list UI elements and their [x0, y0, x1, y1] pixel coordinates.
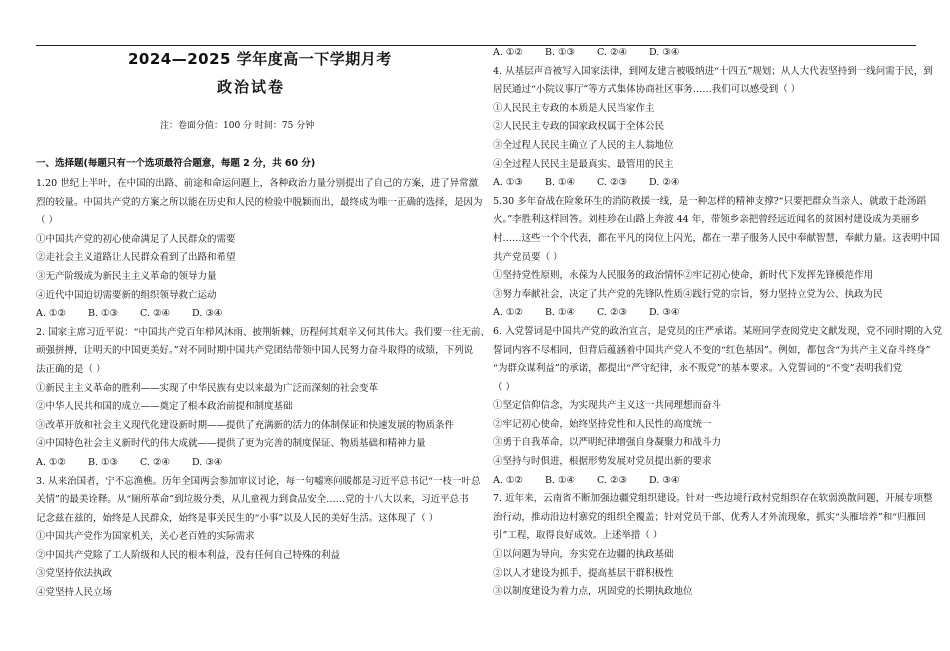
option-d[interactable]: D. ③④ — [192, 456, 223, 468]
exam-title: 2024—2025 学年度高一下学期月考 — [128, 50, 392, 68]
q1-item: ④近代中国迫切需要新的组织领导救亡运动 — [36, 289, 217, 301]
option-a[interactable]: A. ①② — [36, 308, 66, 320]
q1-line: 烈的较量。中国共产党的方案之所以能在历史和人民的检验中脱颖而出，最终成为唯一正确的选择，是因为 — [36, 196, 483, 208]
q3-options — [493, 44, 942, 63]
exam-note: 注：卷面分值：100 分 时间：75 分钟 — [160, 121, 315, 131]
option-b[interactable]: B. ①③ — [88, 456, 119, 468]
option-b[interactable]: B. ①④ — [545, 474, 576, 486]
q3-item: ④党坚持人民立场 — [36, 587, 113, 599]
q5-line: 共产党员要（ ） — [493, 251, 563, 263]
exam-subject: 政治试卷 — [217, 78, 286, 96]
q7-line: 7. 近年来，云南省不断加强边疆党组织建设。针对一些边境行政村党组织存在软弱涣散问题，开展专项整 — [493, 493, 933, 505]
q1-item: ①中国共产党的初心使命满足了人民群众的需要 — [36, 233, 236, 245]
option-c[interactable]: C. ②④ — [140, 308, 171, 320]
q3-line: 3. 从来治国者，宁不忘渔樵。历年全国两会参加审议讨论，每一句嘘寒问暖都是习近平总书记“一枝一叶总 — [36, 475, 481, 487]
q3-item: ②中国共产党除了工人阶级和人民的根本利益，没有任何自己特殊的利益 — [36, 549, 341, 561]
option-a[interactable]: A. ①③ — [493, 177, 523, 189]
q4-item: ②人民民主专政的国家政权属于全体公民 — [493, 121, 665, 133]
q2-line: 2. 国家主席习近平说：“中国共产党百年栉风沐雨、披荆斩棘，历程何其艰辛又何其伟大。我们要一往无前、 — [36, 326, 490, 338]
option-b[interactable]: B. ①④ — [545, 307, 576, 319]
option-c[interactable]: C. ②③ — [597, 307, 628, 319]
option-d[interactable]: D. ③④ — [192, 308, 223, 320]
q5-line: 村……这些一个个代表，都在平凡的岗位上闪光，都在一辈子服务人民中奉献智慧，奉献力量。这表明中国 — [493, 232, 940, 244]
q3-line: 记念兹在兹的，始终是人民群众，始终是事关民生的“小事”以及人民的美好生活。这体现了（ ） — [36, 512, 439, 524]
option-a[interactable]: A. ①② — [493, 307, 523, 319]
q3-item: ①中国共产党作为国家机关，关心老百姓的实际需求 — [36, 531, 255, 543]
q1-item: ②走社会主义道路让人民群众看到了出路和希望 — [36, 252, 236, 264]
option-c[interactable]: C. ②④ — [140, 456, 171, 468]
q6-line: 誓词内容不尽相同，但背后蕴涵着中国共产党人不变的“红色基因”。例如，都包含“为共产主义奋斗终身” — [493, 344, 931, 356]
q1-line: 1.20 世纪上半叶，在中国的出路、前途和命运问题上，各种政治力量分别提出了自己的方案，进了异常激 — [36, 178, 479, 189]
q6-item: ②牢记初心使命，始终坚持党性和人民性的高度统一 — [493, 418, 712, 430]
option-a[interactable]: A. ①② — [36, 456, 66, 468]
q3-line: 关情”的最美诠释。从“厕所革命”到垃圾分类，从儿童视力到食品安全……党的十八大以来，习近平总书 — [36, 494, 469, 506]
option-d[interactable]: D. ③④ — [649, 307, 680, 319]
q4-line: 4. 从基层声音被写入国家法律，到网友建言被吸纳进“十四五”规划；从人大代表坚持到一线问需于民，到 — [493, 65, 933, 77]
q4-item: ③全过程人民民主确立了人民的主人翁地位 — [493, 139, 674, 151]
q7-line: 治行动，推动沿边村寨党的组织全覆盖；针对党员干部、优秀人才外流现象，抓实“头雁培养”和“归雁回 — [493, 511, 926, 523]
q5-line: 火。”李胜利这样回答。刘桂珍在山路上奔波 44 年，带领乡亲把曾经远近闻名的贫困村建设成为美丽乡 — [493, 214, 920, 226]
q6-options — [493, 472, 942, 491]
q4-line: 居民通过“小院议事厅”等方式集体协商社区事务……我们可以感受到（ ） — [493, 84, 801, 96]
q1-line: （ ） — [36, 215, 59, 227]
q5-item: ①坚持党性原则，永葆为人民服务的政治情怀②牢记初心使命，新时代下发挥先锋模范作用 — [493, 270, 874, 282]
q1-options — [36, 305, 490, 324]
option-d[interactable]: D. ③④ — [649, 474, 680, 486]
q7-item: ①以问题为导向，夯实党在边疆的执政基础 — [493, 549, 674, 561]
q4-options — [493, 174, 942, 193]
q7-line: 引”工程，取得良好成效。上述举措（ ） — [493, 530, 663, 542]
q2-item: ③改革开放和社会主义现代化建设新时期——提供了充满新的活力的体制保证和快速发展的物质条件 — [36, 419, 455, 431]
q1-item: ③无产阶级成为新民主主义革命的领导力量 — [36, 270, 217, 282]
q6-line: （ ） — [493, 381, 516, 393]
q6-line: “为群众谋利益”的承诺，都提出“严守纪律，永不叛党”的基本要求。入党誓词的“不变”表明我们党 — [493, 363, 903, 375]
q3-item: ③党坚持依法执政 — [36, 568, 113, 580]
q4-item: ①人民民主专政的本质是人民当家作主 — [493, 102, 655, 114]
q2-line: 顽强拼搏，让明天的中国更美好。”对不同时期中国共产党团结带领中国人民努力奋斗取得的成绩，下列说 — [36, 345, 474, 357]
option-c[interactable]: C. ②③ — [597, 177, 628, 189]
option-d[interactable]: D. ③④ — [649, 47, 680, 58]
q6-item: ③勇于自我革命，以严明纪律增强自身凝聚力和战斗力 — [493, 437, 722, 449]
q6-line: 6. 入党誓词是中国共产党的政治宣言，是党员的庄严承诺。某班同学查阅党史文献发现，党不同时期的入党 — [493, 325, 943, 337]
q2-item: ①新民主主义革命的胜利——实现了中华民族有史以来最为广泛而深刻的社会变革 — [36, 382, 379, 394]
q2-line: 法正确的是（ ） — [36, 363, 106, 375]
option-c[interactable]: C. ②③ — [597, 474, 628, 486]
q4-item: ④全过程人民民主是最真实、最管用的民主 — [493, 158, 674, 170]
q2-options — [36, 454, 490, 473]
option-c[interactable]: C. ②④ — [597, 47, 628, 58]
q7-item: ③以制度建设为着力点，巩固党的长期执政地位 — [493, 586, 693, 598]
right-column — [493, 44, 942, 602]
q2-item: ②中华人民共和国的成立——奠定了根本政治前提和制度基础 — [36, 401, 293, 413]
q5-options — [493, 304, 942, 323]
q6-item: ①坚定信仰信念，为实现共产主义这一共同理想而奋斗 — [493, 400, 722, 412]
left-column — [36, 175, 490, 603]
option-b[interactable]: B. ①③ — [88, 308, 119, 320]
q7-item: ②以人才建设为抓手，提高基层干群积极性 — [493, 567, 674, 579]
section-heading: 一、选择题(每题只有一个选项最符合题意，每题 2 分，共 60 分) — [36, 158, 316, 169]
q6-item: ④坚持与时俱进，根据形势发展对党员提出新的要求 — [493, 456, 712, 468]
option-b[interactable]: B. ①④ — [545, 177, 576, 189]
q2-item: ④中国特色社会主义新时代的伟大成就——提供了更为完善的制度保证、物质基础和精神力量 — [36, 438, 426, 450]
q5-item: ③努力奉献社会，决定了共产党的先锋队性质④践行党的宗旨，努力坚持立党为公、执政为民 — [493, 288, 883, 300]
q5-line: 5.30 多年奋战在险象环生的消防救援一线，是一种怎样的精神支撑?“只要把群众当亲人，就敢于赴汤蹈 — [493, 195, 927, 207]
option-a[interactable]: A. ①② — [493, 474, 523, 486]
option-b[interactable]: B. ①③ — [545, 47, 576, 58]
option-a[interactable]: A. ①② — [493, 47, 523, 58]
option-d[interactable]: D. ②④ — [649, 177, 680, 189]
